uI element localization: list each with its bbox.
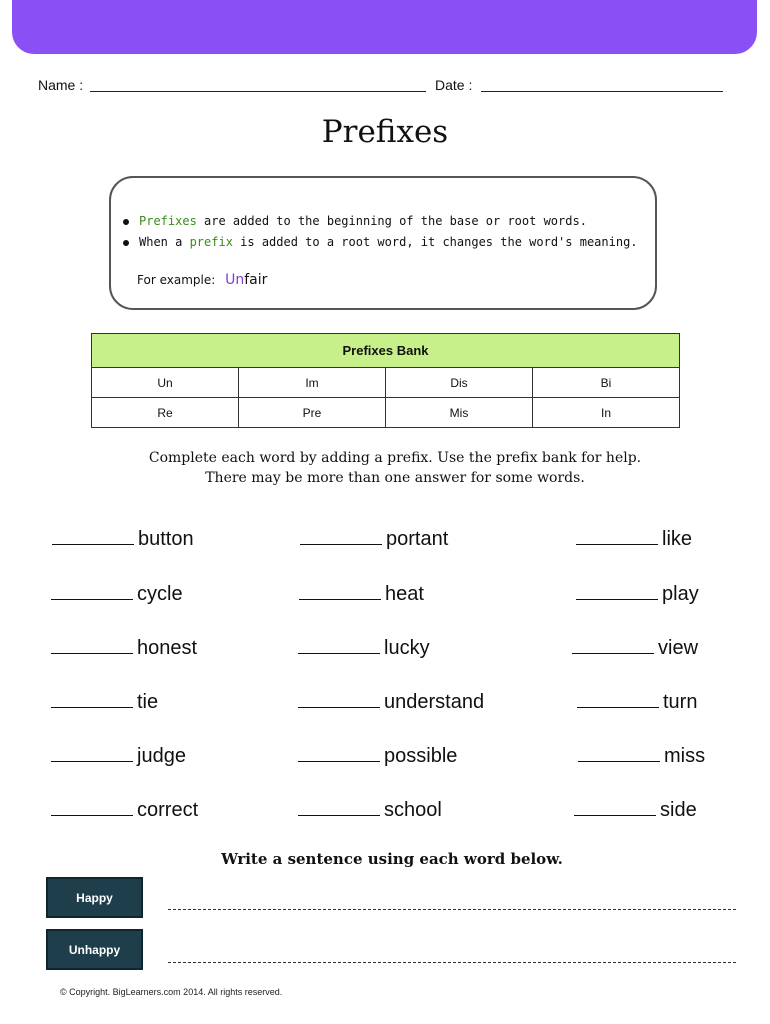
table-cell: Pre bbox=[239, 398, 386, 428]
name-date-row bbox=[38, 75, 728, 95]
answer-blank[interactable] bbox=[300, 527, 382, 545]
exercise-item bbox=[52, 527, 194, 551]
exercise-item bbox=[578, 744, 705, 768]
info-bullet-1 bbox=[123, 214, 587, 228]
exercise-word: heat bbox=[385, 583, 424, 605]
answer-blank[interactable] bbox=[298, 798, 380, 816]
exercise-word: judge bbox=[137, 745, 186, 767]
exercise-word: view bbox=[658, 637, 699, 659]
prefixes-bank-header: Prefixes Bank bbox=[92, 334, 680, 368]
answer-blank[interactable] bbox=[576, 527, 658, 545]
sentence-title: Write a sentence using each word below. bbox=[221, 850, 563, 868]
exercise-word: honest bbox=[137, 637, 198, 659]
exercise-word: side bbox=[660, 799, 697, 821]
answer-blank[interactable] bbox=[51, 798, 133, 816]
exercise-item bbox=[298, 690, 484, 714]
exercise-item bbox=[298, 798, 442, 822]
table-cell: Un bbox=[92, 368, 239, 398]
exercise-item bbox=[51, 582, 183, 606]
name-field[interactable] bbox=[90, 91, 426, 92]
exercise-item bbox=[577, 690, 697, 714]
word-box-unhappy: Unhappy bbox=[46, 929, 143, 970]
exercise-item bbox=[576, 582, 699, 606]
answer-blank[interactable] bbox=[577, 690, 659, 708]
exercise-word: button bbox=[138, 528, 194, 550]
bullet-1-text: are added to the beginning of the base or root words. bbox=[196, 214, 587, 228]
highlight-prefixes: Prefixes bbox=[139, 214, 197, 228]
exercise-word: correct bbox=[137, 799, 199, 821]
answer-blank[interactable] bbox=[51, 582, 133, 600]
example-root: fair bbox=[244, 272, 268, 288]
table-cell: Mis bbox=[386, 398, 533, 428]
answer-blank[interactable] bbox=[298, 744, 380, 762]
exercise-item bbox=[51, 744, 186, 768]
exercise-word: possible bbox=[384, 745, 458, 767]
answer-blank[interactable] bbox=[576, 582, 658, 600]
exercise-item bbox=[51, 690, 158, 714]
exercise-word: school bbox=[384, 799, 442, 821]
info-box bbox=[109, 176, 657, 310]
table-cell: In bbox=[533, 398, 680, 428]
answer-blank[interactable] bbox=[51, 744, 133, 762]
answer-blank[interactable] bbox=[574, 798, 656, 816]
exercise-word: cycle bbox=[137, 583, 183, 605]
example-line bbox=[137, 272, 267, 288]
exercise-item bbox=[51, 798, 198, 822]
table-cell: Bi bbox=[533, 368, 680, 398]
info-bullet-2 bbox=[123, 235, 638, 249]
name-label: Name : bbox=[38, 77, 84, 93]
exercise-word: understand bbox=[384, 691, 485, 713]
instructions-line-1: Complete each word by adding a prefix. Use the prefix bank for help. bbox=[148, 450, 642, 466]
example-word bbox=[225, 272, 267, 288]
answer-blank[interactable] bbox=[298, 690, 380, 708]
top-banner bbox=[12, 0, 757, 54]
answer-blank[interactable] bbox=[572, 636, 654, 654]
table-cell: Dis bbox=[386, 368, 533, 398]
answer-blank[interactable] bbox=[52, 527, 134, 545]
answer-blank[interactable] bbox=[51, 636, 133, 654]
exercise-item bbox=[299, 582, 424, 606]
exercise-item bbox=[576, 527, 692, 551]
copyright-footer: © Copyright. BigLearners.com 2014. All rights reserved. bbox=[60, 987, 283, 997]
answer-blank[interactable] bbox=[299, 582, 381, 600]
bullet-2-text: is added to a root word, it changes the word's meaning. bbox=[232, 235, 638, 249]
word-box-happy: Happy bbox=[46, 877, 143, 918]
exercise-word: turn bbox=[663, 691, 698, 713]
exercise-item bbox=[300, 527, 448, 551]
sentence-line-1[interactable] bbox=[168, 909, 736, 910]
instructions-line-2: There may be more than one answer for some words. bbox=[205, 470, 585, 486]
exercise-item bbox=[572, 636, 698, 660]
date-label: Date : bbox=[435, 77, 473, 93]
exercise-word: portant bbox=[386, 528, 449, 550]
exercise-word: play bbox=[662, 583, 699, 605]
table-row bbox=[92, 398, 680, 428]
table-cell: Im bbox=[239, 368, 386, 398]
example-prefix: Un bbox=[225, 272, 245, 288]
exercise-item bbox=[298, 744, 457, 768]
answer-blank[interactable] bbox=[51, 690, 133, 708]
highlight-prefix: prefix bbox=[189, 235, 233, 249]
date-field[interactable] bbox=[481, 91, 723, 92]
exercise-item bbox=[574, 798, 697, 822]
answer-blank[interactable] bbox=[578, 744, 660, 762]
bullet-2-start: When a bbox=[139, 235, 190, 249]
example-label: For example: bbox=[137, 273, 216, 287]
instructions bbox=[0, 448, 770, 488]
bullet-dot-icon bbox=[123, 219, 129, 225]
exercise-word: tie bbox=[137, 691, 159, 713]
exercise-word: miss bbox=[664, 745, 706, 767]
prefixes-bank-table bbox=[91, 333, 680, 428]
page-title: Prefixes bbox=[321, 114, 449, 150]
exercise-item bbox=[51, 636, 197, 660]
exercise-item bbox=[298, 636, 430, 660]
exercise-word: like bbox=[662, 528, 693, 550]
bullet-dot-icon bbox=[123, 240, 129, 246]
exercise-word: lucky bbox=[384, 637, 430, 659]
table-row bbox=[92, 368, 680, 398]
sentence-line-2[interactable] bbox=[168, 962, 736, 963]
table-cell: Re bbox=[92, 398, 239, 428]
answer-blank[interactable] bbox=[298, 636, 380, 654]
